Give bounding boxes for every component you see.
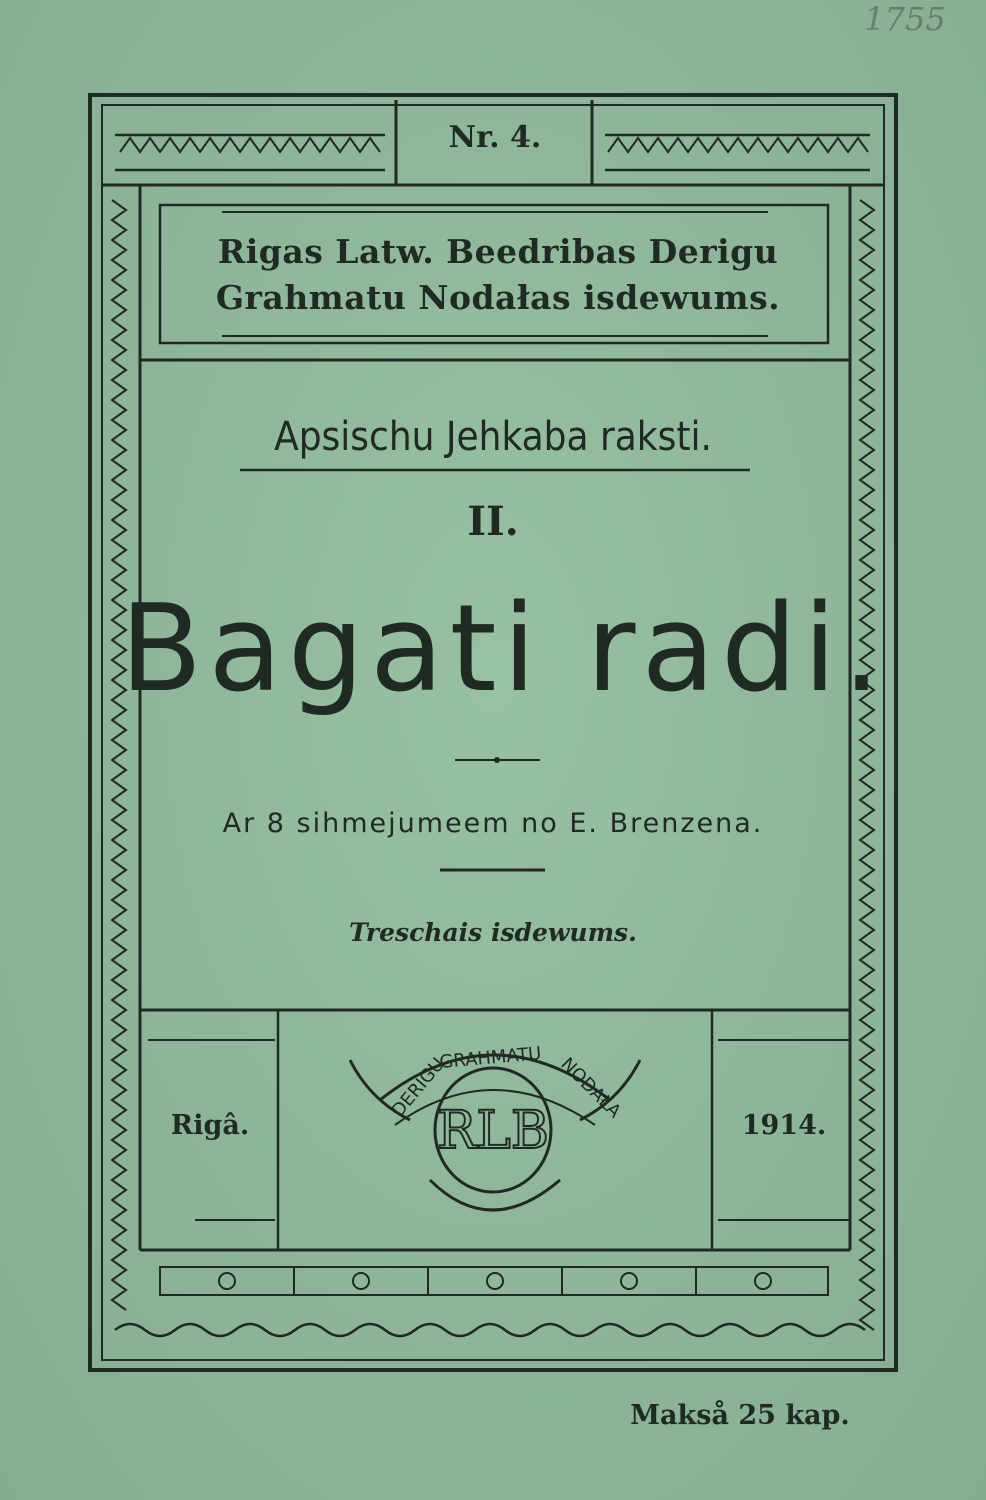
- handwritten-inventory-number: 1755: [864, 0, 946, 38]
- emblem-ribbon-left: DERIGU: [387, 1053, 449, 1122]
- issue-number: Nr. 4.: [448, 120, 542, 155]
- volume-number: II.: [467, 498, 519, 545]
- series-title: Apsischu Jehkaba raksti.: [274, 414, 712, 460]
- edition-note: Treschais isdewums.: [349, 918, 637, 947]
- emblem-monogram: RLB: [437, 1101, 549, 1161]
- emblem-ribbon-right: NODAŁA: [556, 1053, 625, 1123]
- price-label: Makså 25 kap.: [630, 1400, 850, 1431]
- publisher-line-2: Grahmatu Nodałas isdewums.: [215, 278, 781, 317]
- publication-city: Rigâ.: [170, 1110, 250, 1141]
- publisher-line-1: Rigas Latw. Beedribas Derigu: [217, 232, 779, 271]
- title-ornament-dot: [494, 757, 500, 763]
- book-title: Bagati radi.: [120, 580, 887, 719]
- publication-year: 1914.: [741, 1110, 827, 1141]
- illustrations-credit: Ar 8 sihmejumeem no E. Brenzena.: [222, 808, 764, 839]
- emblem-ribbon-center: GRAHMATU: [438, 1043, 543, 1073]
